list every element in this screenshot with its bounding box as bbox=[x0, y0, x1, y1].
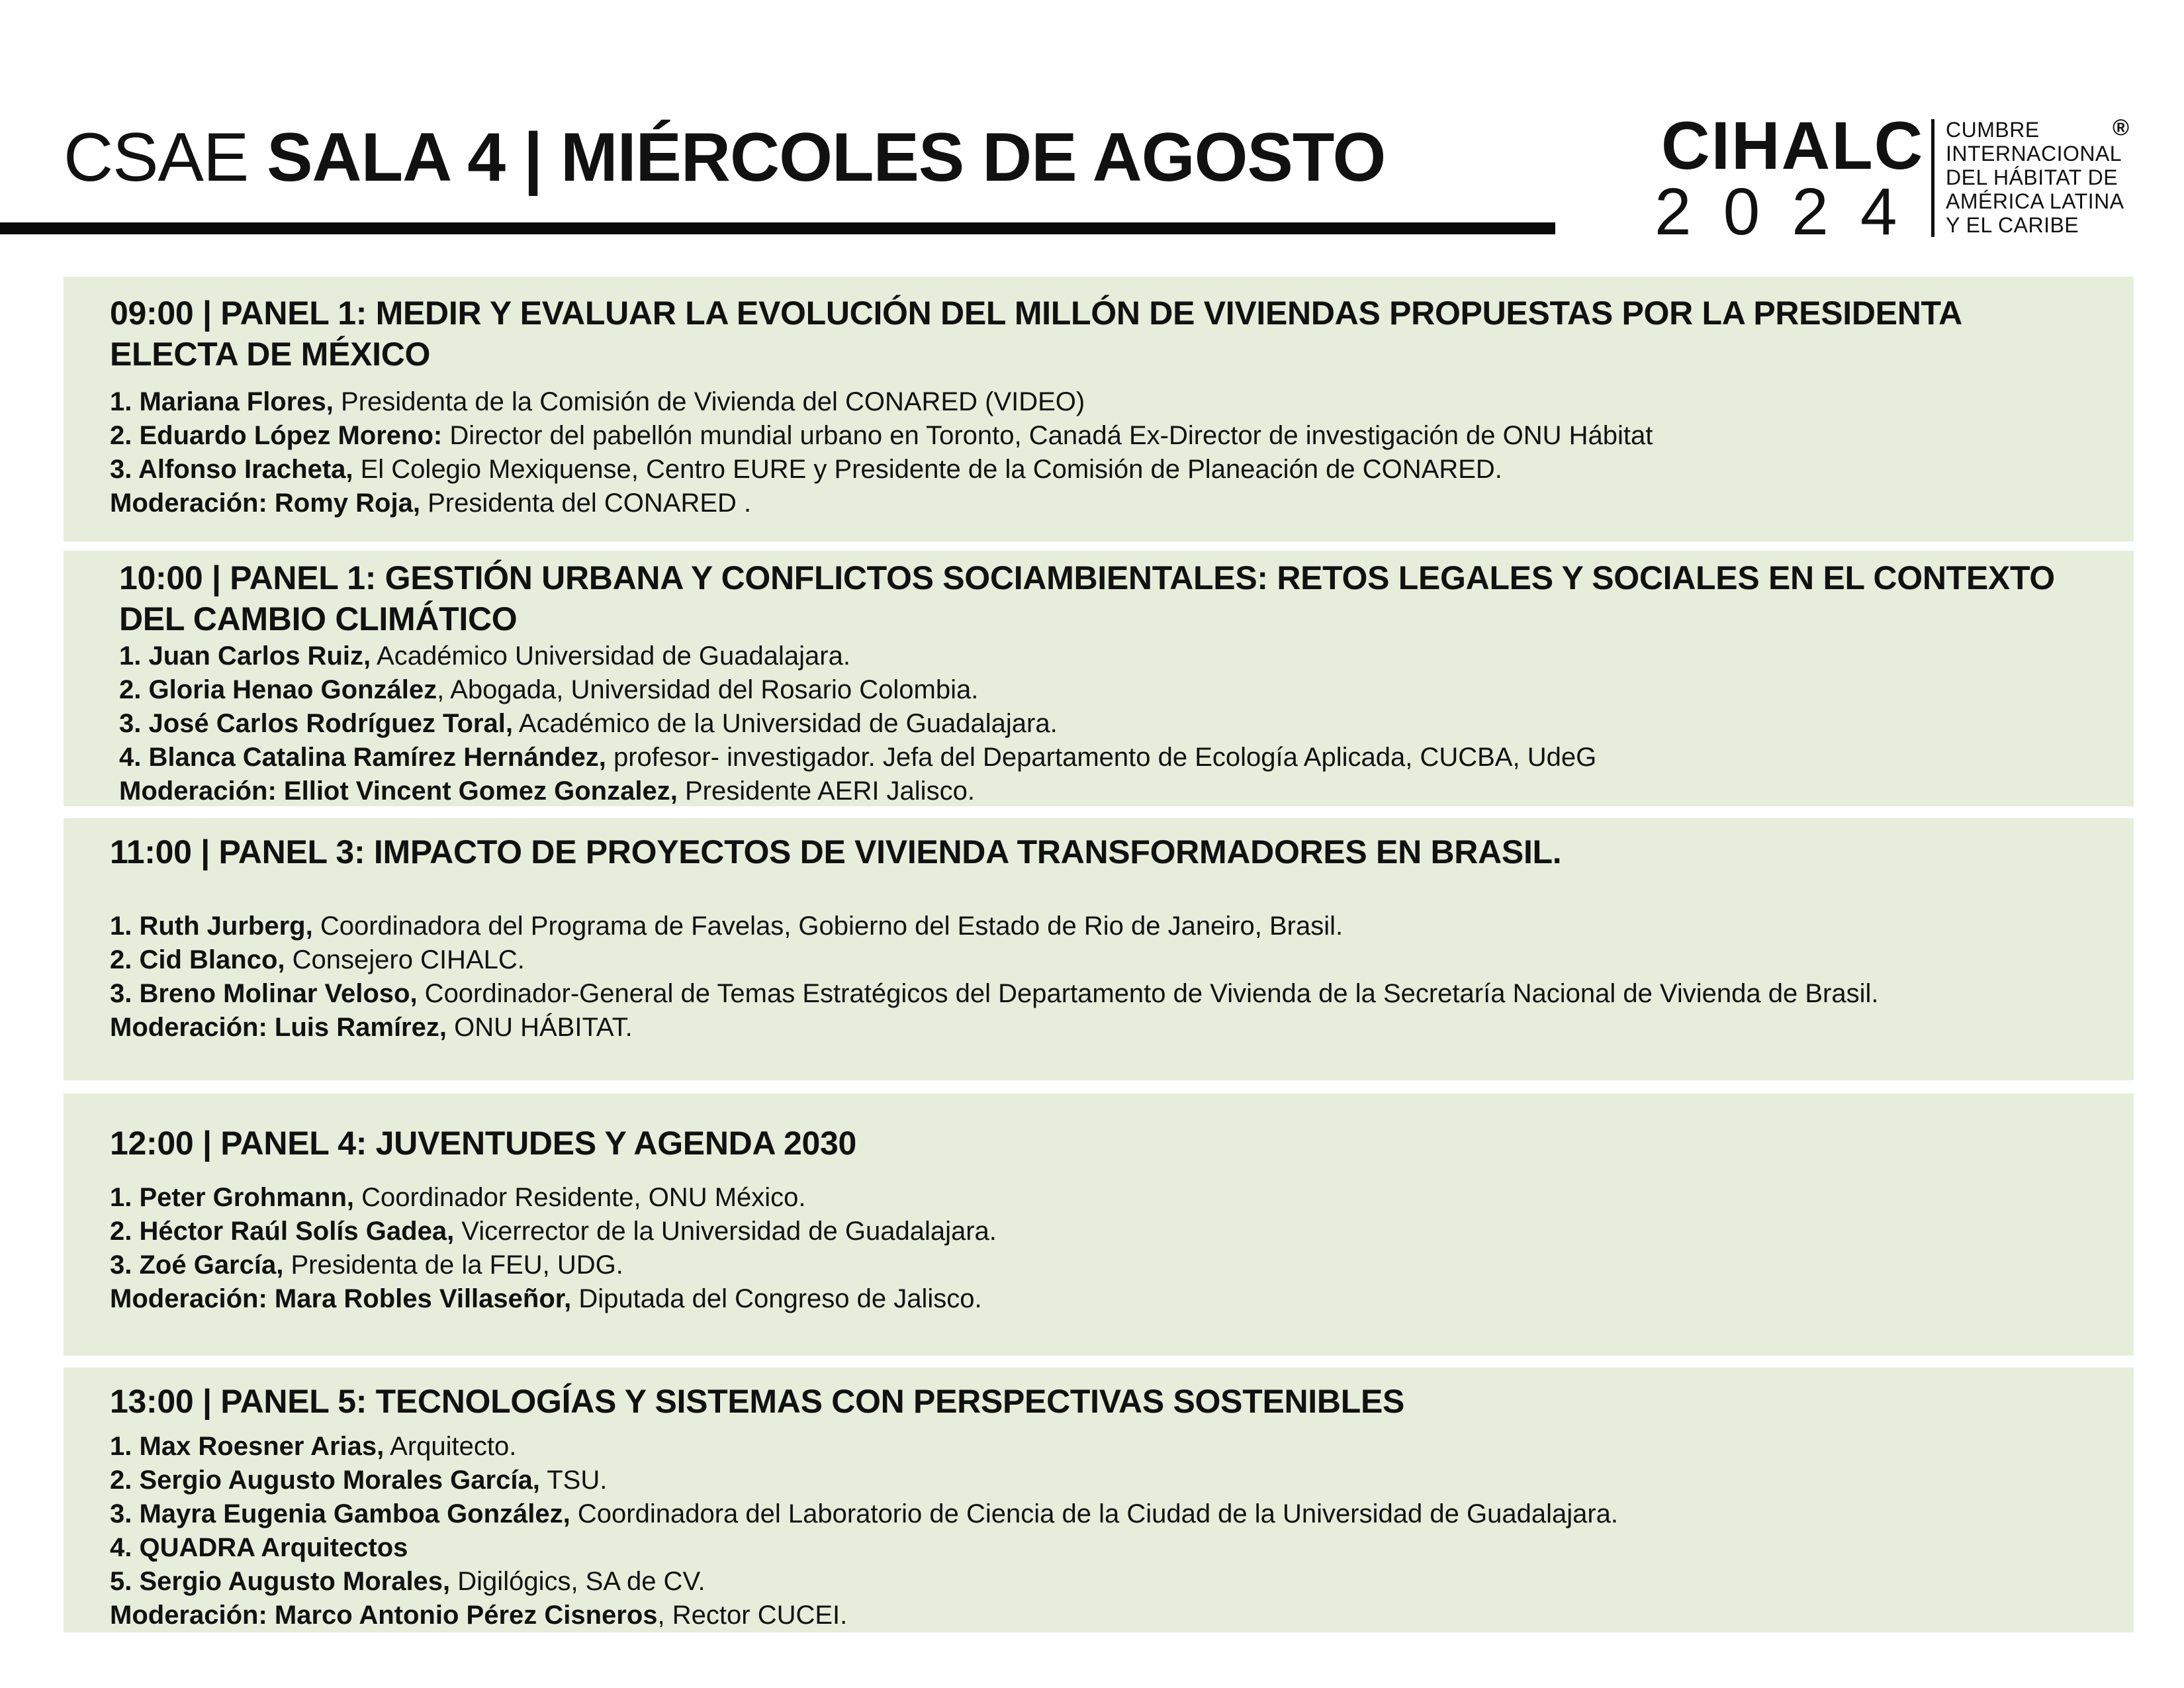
panel-title: 10:00 | PANEL 1: GESTIÓN URBANA Y CONFLICTOS SOCIAMBIENTALES: RETOS LEGALES Y SOCIALES EN EL CONTEXTO DEL CAMBIO CLIMÁTICO bbox=[119, 559, 2055, 637]
participant bbox=[119, 673, 2094, 707]
participant-name: 3. Breno Molinar Veloso, bbox=[110, 979, 418, 1008]
participant-name: 4. QUADRA Arquitectos bbox=[110, 1533, 408, 1562]
header-rule bbox=[0, 222, 1555, 234]
logo-tagline-line: AMÉRICA LATINA bbox=[1946, 189, 2124, 213]
moderator bbox=[110, 1011, 2094, 1045]
participant-name: 2. Cid Blanco, bbox=[110, 945, 285, 974]
moderator-name: Moderación: Marco Antonio Pérez Cisneros bbox=[110, 1601, 658, 1630]
participant-name: 1. Max Roesner Arias, bbox=[110, 1432, 385, 1461]
cihalc-logo bbox=[1655, 106, 2144, 249]
panel-title: 09:00 | PANEL 1: MEDIR Y EVALUAR LA EVOLUCIÓN DEL MILLÓN DE VIVIENDAS PROPUESTAS POR LA PRESIDENTA ELECTA DE MÉXICO bbox=[110, 295, 1962, 373]
participant-name: 1. Ruth Jurberg, bbox=[110, 912, 313, 941]
participant bbox=[110, 419, 2094, 453]
moderator-name: Moderación: Luis Ramírez, bbox=[110, 1013, 447, 1042]
participant-name: 5. Sergio Augusto Morales, bbox=[110, 1567, 451, 1596]
participant-role: , Abogada, Universidad del Rosario Colombia. bbox=[437, 675, 979, 704]
participant-list bbox=[110, 910, 2094, 1045]
moderator-name: Moderación: Mara Robles Villaseñor, bbox=[110, 1284, 572, 1313]
participant-role: Académico Universidad de Guadalajara. bbox=[371, 641, 850, 671]
participant-role: Presidenta de la Comisión de Vivienda del CONARED (VIDEO) bbox=[333, 387, 1085, 416]
moderator bbox=[110, 487, 2094, 520]
participant-role: Coordinador-General de Temas Estratégicos del Departamento de Vivienda de la Secretaría Nacional de Vivienda de Brasil. bbox=[417, 979, 1879, 1008]
logo-year: 2024 bbox=[1655, 175, 1929, 249]
participant bbox=[110, 1181, 2094, 1215]
participant bbox=[110, 1215, 2094, 1248]
moderator-role: ONU HÁBITAT. bbox=[446, 1013, 633, 1042]
moderator bbox=[110, 1599, 2094, 1632]
panel-1100 bbox=[64, 818, 2134, 1080]
panel-1000 bbox=[64, 551, 2134, 806]
participant-list bbox=[119, 639, 2094, 808]
logo-tagline-line: DEL HÁBITAT DE bbox=[1946, 165, 2118, 189]
participant bbox=[110, 1464, 2094, 1497]
participant-name: 3. Mayra Eugenia Gamboa González, bbox=[110, 1499, 570, 1528]
panel-0900 bbox=[64, 277, 2134, 541]
participant-role: Consejero CIHALC. bbox=[285, 945, 525, 974]
participant bbox=[110, 453, 2094, 487]
page-title bbox=[64, 118, 1385, 197]
participant bbox=[110, 977, 2094, 1011]
logo-tagline-line: Y EL CARIBE bbox=[1946, 213, 2079, 237]
participant-role: Arquitecto. bbox=[384, 1432, 517, 1461]
participant-name: 1. Peter Grohmann, bbox=[110, 1183, 354, 1212]
moderator-role: Presidenta del CONARED . bbox=[420, 489, 752, 518]
moderator-name: Moderación: Elliot Vincent Gomez Gonzalez, bbox=[119, 776, 678, 806]
participant-role: Presidenta de la FEU, UDG. bbox=[283, 1250, 623, 1280]
participant-list bbox=[110, 385, 2094, 520]
participant bbox=[110, 910, 2094, 943]
participant-role: profesor- investigador. Jefa del Departamento de Ecología Aplicada, CUCBA, UdeG bbox=[606, 743, 1597, 772]
page-title-main: SALA 4 | MIÉRCOLES DE AGOSTO bbox=[267, 119, 1386, 196]
participant-name: 2. Héctor Raúl Solís Gadea, bbox=[110, 1217, 455, 1246]
moderator bbox=[119, 774, 2094, 808]
participant bbox=[119, 639, 2094, 673]
participant bbox=[119, 707, 2094, 741]
participant-name: 1. Juan Carlos Ruiz, bbox=[119, 641, 371, 671]
panel-title: 11:00 | PANEL 3: IMPACTO DE PROYECTOS DE VIVIENDA TRANSFORMADORES EN BRASIL. bbox=[110, 833, 1562, 870]
participant-name: 2. Gloria Henao González bbox=[119, 675, 437, 704]
panel-title: 12:00 | PANEL 4: JUVENTUDES Y AGENDA 2030 bbox=[110, 1125, 857, 1162]
logo-tagline-line: CUMBRE bbox=[1946, 118, 2040, 142]
moderator-role: Presidente AERI Jalisco. bbox=[677, 776, 975, 806]
participant bbox=[110, 1497, 2094, 1531]
logo-divider bbox=[1931, 119, 1934, 237]
participant bbox=[110, 1565, 2094, 1599]
panel-1200 bbox=[64, 1094, 2134, 1356]
participant-role: Vicerrector de la Universidad de Guadalajara. bbox=[454, 1217, 997, 1246]
participant-name: 2. Eduardo López Moreno: bbox=[110, 421, 443, 450]
moderator-role: , Rector CUCEI. bbox=[657, 1601, 848, 1630]
panel-1300 bbox=[64, 1368, 2134, 1632]
registered-mark: ® bbox=[2113, 115, 2130, 140]
logo-name: CIHALC bbox=[1661, 108, 1925, 183]
moderator bbox=[110, 1282, 2094, 1316]
page-title-prefix: CSAE bbox=[64, 119, 267, 196]
participant-role: El Colegio Mexiquense, Centro EURE y Presidente de la Comisión de Planeación de CONARED. bbox=[353, 455, 1502, 484]
participant-role: Coordinadora del Programa de Favelas, Gobierno del Estado de Rio de Janeiro, Brasil. bbox=[312, 912, 1343, 941]
participant-list bbox=[110, 1430, 2094, 1632]
participant-name: 2. Sergio Augusto Morales García, bbox=[110, 1466, 540, 1495]
participant bbox=[110, 1248, 2094, 1282]
participant-role: Coordinador Residente, ONU México. bbox=[353, 1183, 806, 1212]
moderator-role: Diputada del Congreso de Jalisco. bbox=[571, 1284, 982, 1313]
moderator-name: Moderación: Romy Roja, bbox=[110, 489, 420, 518]
participant-role: Académico de la Universidad de Guadalajara. bbox=[512, 709, 1058, 738]
participant bbox=[119, 741, 2094, 774]
participant-name: 4. Blanca Catalina Ramírez Hernández, bbox=[119, 743, 606, 772]
participant-name: 1. Mariana Flores, bbox=[110, 387, 334, 416]
participant-name: 3. José Carlos Rodríguez Toral, bbox=[119, 709, 513, 738]
participant-role: TSU. bbox=[539, 1466, 608, 1495]
participant bbox=[110, 1430, 2094, 1464]
participant-name: 3. Alfonso Iracheta, bbox=[110, 455, 353, 484]
participant bbox=[110, 943, 2094, 977]
participant bbox=[110, 385, 2094, 419]
participant bbox=[110, 1531, 2094, 1565]
participant-role: Coordinadora del Laboratorio de Ciencia de la Ciudad de la Universidad de Guadalajara. bbox=[570, 1499, 1619, 1528]
page-header bbox=[0, 0, 2184, 252]
participant-role: Digilógics, SA de CV. bbox=[450, 1567, 705, 1596]
participant-name: 3. Zoé García, bbox=[110, 1250, 284, 1280]
logo-tagline-line: INTERNACIONAL bbox=[1946, 142, 2122, 165]
participant-role: Director del pabellón mundial urbano en Toronto, Canadá Ex-Director de investigación de ONU Hábitat bbox=[442, 421, 1653, 450]
panel-title: 13:00 | PANEL 5: TECNOLOGÍAS Y SISTEMAS CON PERSPECTIVAS SOSTENIBLES bbox=[110, 1383, 1405, 1420]
participant-list bbox=[110, 1181, 2094, 1316]
